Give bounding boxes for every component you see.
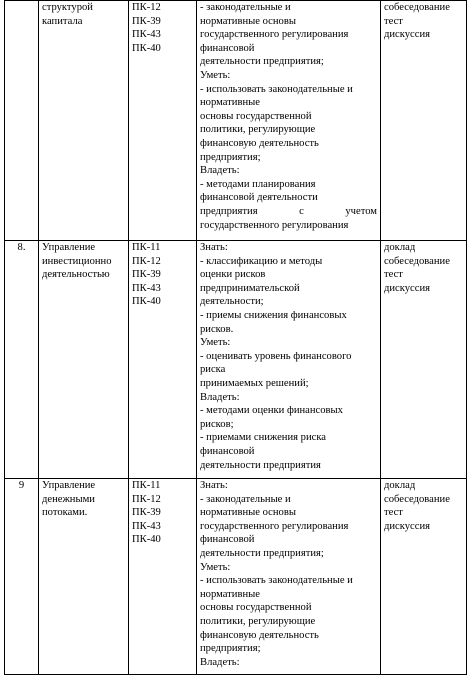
text-line: дискуссия [384, 282, 431, 294]
topic-cell [39, 241, 129, 479]
text-line: предприятия; [200, 643, 261, 655]
text-line: нормативные [200, 588, 260, 600]
text-line: риска [200, 364, 226, 376]
text-line: принимаемых решений; [200, 377, 309, 389]
text-line: рисков; [200, 418, 234, 430]
content-cell [197, 241, 381, 479]
text-line: финансовую деятельность [200, 629, 319, 641]
text-line: Владеть: [200, 165, 240, 177]
text-line: доклад [384, 242, 416, 253]
assessment-cell [381, 241, 467, 479]
content-cell [197, 479, 381, 675]
text-line: ПК-43 [132, 520, 161, 532]
curriculum-table [4, 0, 467, 675]
text-line: основы государственной [200, 602, 312, 614]
text-line: политики, регулирующие [200, 615, 316, 627]
text-line: финансовой [200, 534, 255, 546]
text-line: Владеть: [200, 391, 240, 403]
text-line: государственного регулирования [200, 219, 349, 231]
text-line: дискуссия [384, 29, 431, 41]
text-line: собеседование [384, 493, 450, 505]
text-line: - использовать законодательные и [200, 575, 353, 587]
row-number [5, 1, 39, 241]
table-row [5, 1, 467, 241]
text-line: инвестиционно [42, 255, 112, 267]
text-line: Уметь: [200, 337, 231, 349]
text-line: рисков. [200, 323, 234, 335]
row-number: 9 [5, 479, 39, 675]
text-line: ПК-43 [132, 282, 161, 294]
text-line: ПК-12 [132, 493, 161, 505]
content-lines [200, 241, 377, 472]
text-line: тест [384, 15, 403, 27]
text-line: структурой [42, 2, 93, 13]
competency-lines [132, 1, 193, 55]
competency-cell [129, 241, 197, 479]
text-line: - приемами снижения риска [200, 432, 327, 444]
text-line: тест [384, 507, 403, 519]
text-line: финансовой [200, 42, 255, 54]
text-line: Знать: [200, 480, 228, 491]
text-line: ПК-40 [132, 534, 161, 546]
text-line: предпринимательской [200, 282, 300, 294]
text-line: Владеть: [200, 656, 240, 668]
text-line: ПК-11 [132, 480, 161, 491]
topic-cell [39, 479, 129, 675]
text-line: ПК-43 [132, 29, 161, 41]
text-line: ПК-39 [132, 269, 161, 281]
topic-lines [42, 1, 125, 28]
content-cell [197, 1, 381, 241]
assessment-lines [384, 241, 463, 295]
text-line: собеседование [384, 255, 450, 267]
text-line: Управление [42, 480, 96, 491]
text-line: политики, регулирующие [200, 124, 316, 136]
text-line: Управление [42, 242, 96, 253]
competency-cell [129, 479, 197, 675]
text-line: - использовать законодательные и [200, 83, 353, 95]
assessment-lines [384, 1, 463, 42]
text-line: деятельности; [200, 296, 264, 308]
assessment-cell [381, 1, 467, 241]
text-line: - приемы снижения финансовых [200, 309, 347, 321]
text-line: финансовую деятельность [200, 137, 319, 149]
text-line: дискуссия [384, 520, 431, 532]
text-line: ПК-12 [132, 2, 161, 13]
text-line: Уметь: [200, 561, 231, 573]
text-line: деятельностью [42, 269, 110, 281]
text-line: нормативные основы [200, 507, 296, 519]
text-line: ПК-12 [132, 255, 161, 267]
text-line: деятельности предприятия; [200, 56, 324, 68]
text-line: нормативные [200, 97, 260, 109]
text-line: денежными [42, 493, 95, 505]
text-line: предприятия; [200, 151, 261, 163]
text-line: ПК-40 [132, 42, 161, 54]
text-line: ПК-40 [132, 296, 161, 308]
text-line: - методами планирования [200, 178, 316, 190]
text-line: Уметь: [200, 69, 231, 81]
topic-lines [42, 479, 125, 520]
text-line: Знать: [200, 242, 228, 253]
word: предприятия [200, 205, 258, 217]
text-line: - законодательные и [200, 2, 291, 13]
word: учетом [345, 205, 377, 217]
competency-cell [129, 1, 197, 241]
topic-lines [42, 241, 125, 282]
text-line: капитала [42, 15, 83, 27]
competency-lines [132, 479, 193, 547]
word: с [299, 205, 304, 217]
text-line: нормативные основы [200, 15, 296, 27]
text-line: - методами оценки финансовых [200, 405, 343, 417]
text-line: финансовой деятельности [200, 192, 318, 204]
text-line: ПК-11 [132, 242, 161, 253]
content-lines [200, 479, 377, 669]
competency-lines [132, 241, 193, 309]
text-line: - законодательные и [200, 493, 291, 505]
table-row [5, 241, 467, 479]
justified-text-line [200, 205, 377, 219]
text-line: собеседование [384, 2, 450, 13]
text-line: финансовой [200, 445, 255, 457]
row-number: 8. [5, 241, 39, 479]
text-line: потоками. [42, 507, 88, 519]
text-line: - оценивать уровень финансового [200, 350, 352, 362]
text-line: ПК-39 [132, 15, 161, 27]
text-line: ПК-39 [132, 507, 161, 519]
topic-cell [39, 1, 129, 241]
text-line: деятельности предприятия; [200, 547, 324, 559]
table-row [5, 479, 467, 675]
assessment-lines [384, 479, 463, 533]
content-lines [200, 1, 377, 232]
text-line: тест [384, 269, 403, 281]
assessment-cell [381, 479, 467, 675]
text-line: оценки рисков [200, 269, 266, 281]
text-line: основы государственной [200, 110, 312, 122]
text-line: - классификацию и методы [200, 255, 323, 267]
text-line: государственного регулирования [200, 520, 349, 532]
text-line: деятельности предприятия [200, 459, 321, 471]
text-line: государственного регулирования [200, 29, 349, 41]
text-line: доклад [384, 480, 416, 491]
